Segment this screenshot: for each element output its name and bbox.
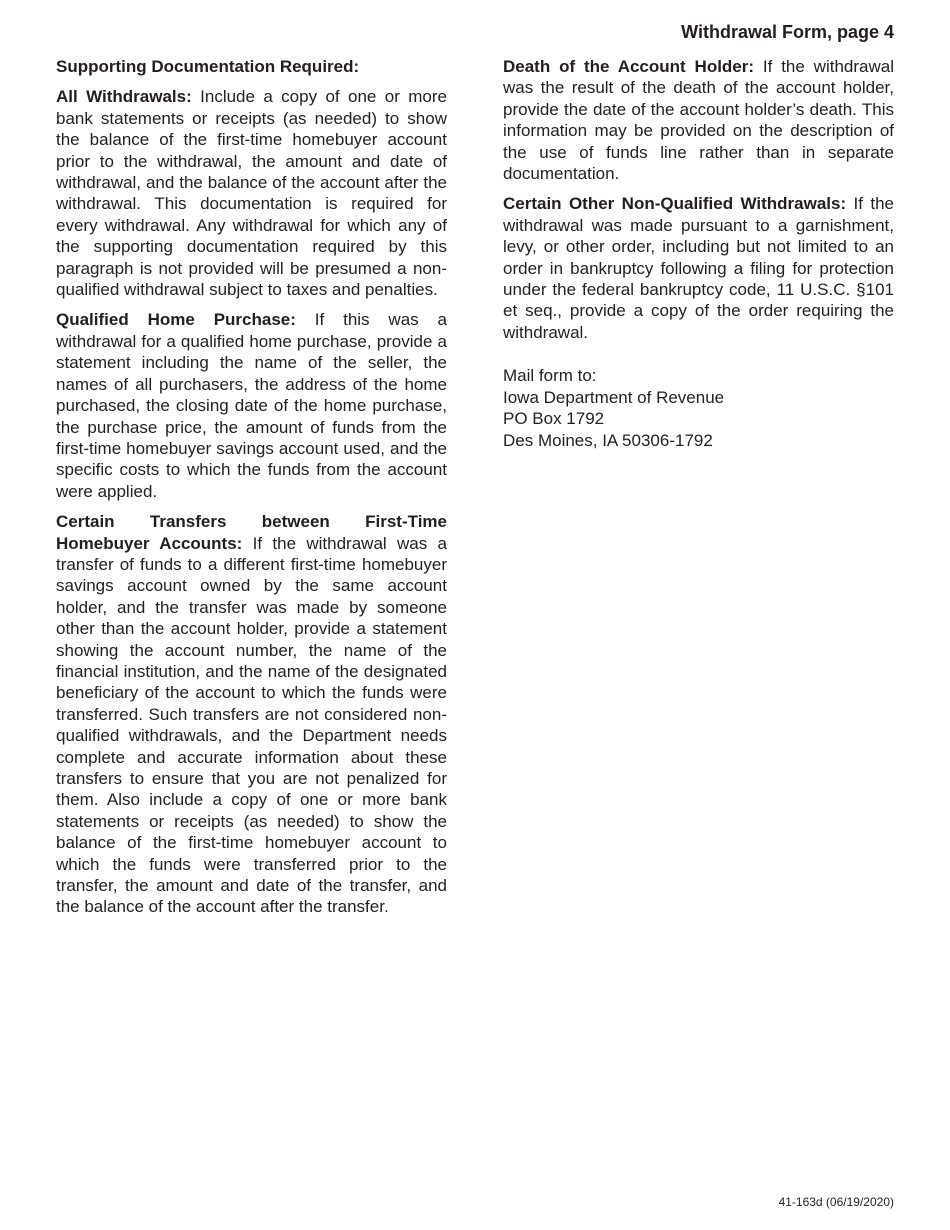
paragraph-text: Include a copy of one or more bank statements or receipts (as needed) to show the balance of the first-time homebuyer account prior to the withdrawal, the amount and date of withdrawal, and the balance of the account after the withdrawal. This documentation is required for every withdrawal. Any withdrawal for which any of the supporting documentation required by this paragraph is not provided will be presumed a non-qualified withdrawal subject to taxes and penalties.	[56, 87, 447, 300]
paragraph-text: If the withdrawal was made pursuant to a garnishment, levy, or other order, including but not limited to an order in bankruptcy following a filing for protection under the federal bankruptcy code, 11 U.S.C. §101 et seq., provide a copy of the order requiring the withdrawal.	[503, 194, 894, 342]
paragraph-certain-transfers	[56, 511, 447, 918]
form-id: 41-163d (06/19/2020)	[778, 1195, 894, 1209]
paragraph-heading: Death of the Account Holder:	[503, 57, 755, 76]
paragraph-text: If the withdrawal was a transfer of funds to a different first-time homebuyer savings account owned by the same account holder, and the transfer was made by someone other than the account holder, provide a statement showing the account number, the name of the financial institution, and the name of the designated beneficiary of the account to which the funds were transferred. Such transfers are not considered non-qualified withdrawals, and the Department needs complete and accurate information about these transfers to ensure that you are not penalized for them. Also include a copy of one or more bank statements or receipts (as needed) to show the balance of the first-time homebuyer account to which the funds were transferred prior to the transfer, the amount and date of the transfer, and the balance of the account after the transfer.	[56, 533, 447, 917]
mail-city-state-zip: Des Moines, IA 50306-1792	[503, 430, 713, 450]
section-heading: Supporting Documentation Required:	[56, 57, 360, 76]
mail-label: Mail form to:	[503, 366, 597, 386]
paragraph-heading: Certain Transfers between First-Time Homebuyer Accounts:	[56, 512, 447, 553]
mail-recipient: Iowa Department of Revenue	[503, 387, 725, 407]
paragraph-heading: All Withdrawals:	[56, 87, 192, 107]
paragraph-heading: Certain Other Non-Qualified Withdrawals:	[503, 194, 847, 214]
paragraph-text: If this was a withdrawal for a qualified home purchase, provide a statement including the name of the seller, the names of all purchasers, the address of the home purchased, the closing date of the home purchase, the purchase price, the amount of funds from the first-time homebuyer savings account used, and the specific costs to which the funds from the account were applied.	[56, 310, 447, 501]
left-column	[56, 56, 447, 927]
paragraph-death-of-account-holder	[503, 56, 894, 184]
right-column	[503, 56, 894, 451]
mail-po-box: PO Box 1792	[503, 409, 605, 429]
paragraph-all-withdrawals	[56, 86, 447, 300]
page-title: Withdrawal Form, page 4	[681, 22, 894, 42]
mailing-address	[503, 365, 894, 451]
paragraph-text: If the withdrawal was the result of the death of the account holder, provide the date of the account holder’s death. This information may be provided on the description of the use of funds line rather than in separate documentation.	[503, 57, 894, 184]
paragraph-qualified-home-purchase	[56, 309, 447, 502]
paragraph-other-non-qualified	[503, 193, 894, 343]
paragraph-heading: Qualified Home Purchase:	[56, 310, 296, 330]
